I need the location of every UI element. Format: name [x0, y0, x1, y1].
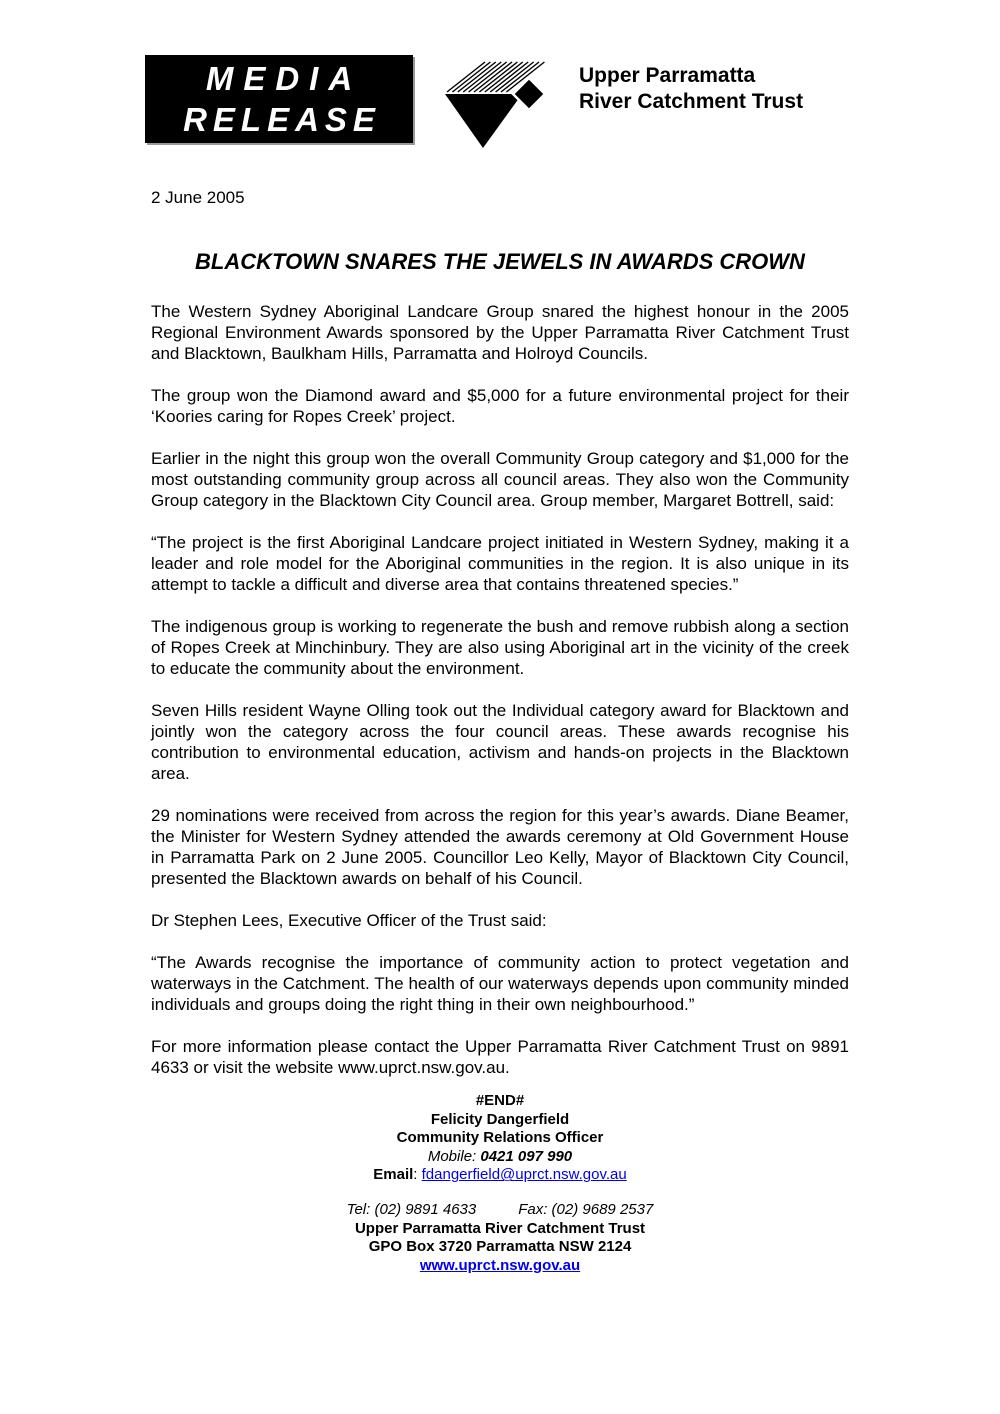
paragraph-7: 29 nominations were received from across the region for this year’s awards. Diane Beamer, the Minister for Western Sydney attended the awards ceremony at Old Government House in Parramatta Park on 2 June 2005. Councillor Leo Kelly, Mayor of Blacktown City Council, presented the Blacktown awards on behalf of his Council.: [151, 806, 849, 888]
paragraph-1: The Western Sydney Aboriginal Landcare Group snared the highest honour in the 2005 Regional Environment Awards sponsored by the Upper Parramatta River Catchment Trust and Blacktown, Baulkham Hills, Parramatta and Holroyd Councils.: [151, 302, 849, 363]
mobile-line: [151, 1148, 849, 1167]
paragraph-4: “The project is the first Aboriginal Landcare project initiated in Western Sydney, making it a leader and role model for the Aboriginal communities in the region. It is also unique in its attempt to tackle a difficult and diverse area that contains threatened species.”: [151, 533, 849, 594]
media-release-banner: [145, 55, 413, 143]
document-body: [0, 187, 1000, 1275]
paragraph-9: “The Awards recognise the importance of community action to protect vegetation and waterways in the Catchment. The health of our waterways depends upon community minded individuals and groups doing the right thing in their own neighbourhood.”: [151, 953, 849, 1014]
paragraph-10: For more information please contact the Upper Parramatta River Catchment Trust on 9891 4633 or visit the website www.uprct.nsw.gov.au.: [151, 1037, 849, 1077]
website-line: [151, 1257, 849, 1276]
footer-org-name: Upper Parramatta River Catchment Trust: [354, 1219, 646, 1237]
paragraph-5: The indigenous group is working to regenerate the bush and remove rubbish along a section of Ropes Creek at Minchinbury. They are also using Aboriginal art in the vicinity of the creek to educate the community about the environment.: [151, 617, 849, 678]
logo-triangle: [445, 94, 522, 148]
paragraph-3: Earlier in the night this group won the overall Community Group category and $1,000 for the most outstanding community group across all council areas. They also won the Community Group category in the Blacktown City Council area. Group member, Margaret Bottrell, said:: [151, 449, 849, 510]
page-header: [0, 0, 1000, 162]
website-link[interactable]: www.uprct.nsw.gov.au: [419, 1256, 581, 1274]
mobile-number: 0421 097 990: [480, 1147, 573, 1165]
trust-logo: [429, 47, 569, 162]
paragraph-8: Dr Stephen Lees, Executive Officer of the Trust said:: [151, 911, 547, 930]
email-line: [151, 1166, 849, 1185]
email-separator: :: [413, 1166, 422, 1184]
paragraph-6: Seven Hills resident Wayne Olling took out the Individual category award for Blacktown and jointly won the category across the four council areas. These awards recognise his contribution to environmental education, activism and hands-on projects in the Blacktown area.: [151, 701, 849, 783]
tel-number: Tel: (02) 9891 4633: [346, 1200, 477, 1218]
contact-name: Felicity Dangerfield: [430, 1110, 570, 1128]
document-title: BLACKTOWN SNARES THE JEWELS IN AWARDS CROWN: [195, 249, 805, 274]
media-release-banner-line2: RELEASE: [183, 101, 381, 138]
telfax-line: [151, 1201, 849, 1220]
organisation-name-line2: River Catchment Trust: [579, 90, 804, 113]
diamond-hatch-logo-icon: [429, 47, 569, 162]
footer-address: GPO Box 3720 Parramatta NSW 2124: [368, 1238, 632, 1256]
fax-number: Fax: (02) 9689 2537: [518, 1200, 654, 1218]
paragraph-2: The group won the Diamond award and $5,000 for a future environmental project for their ‘Koories caring for Ropes Creek’ project.: [151, 386, 849, 426]
mobile-label: Mobile:: [427, 1147, 481, 1165]
organisation-name: [579, 55, 803, 115]
email-link[interactable]: fdangerfield@uprct.nsw.gov.au: [421, 1166, 627, 1184]
email-label: Email: [373, 1166, 414, 1184]
organisation-name-line1: Upper Parramatta: [579, 64, 756, 87]
end-marker: #END#: [475, 1092, 525, 1109]
contact-title: Community Relations Officer: [396, 1129, 604, 1147]
contact-footer: [151, 1092, 849, 1275]
media-release-banner-line1: MEDIA: [205, 60, 363, 97]
document-date: 2 June 2005: [151, 188, 245, 207]
